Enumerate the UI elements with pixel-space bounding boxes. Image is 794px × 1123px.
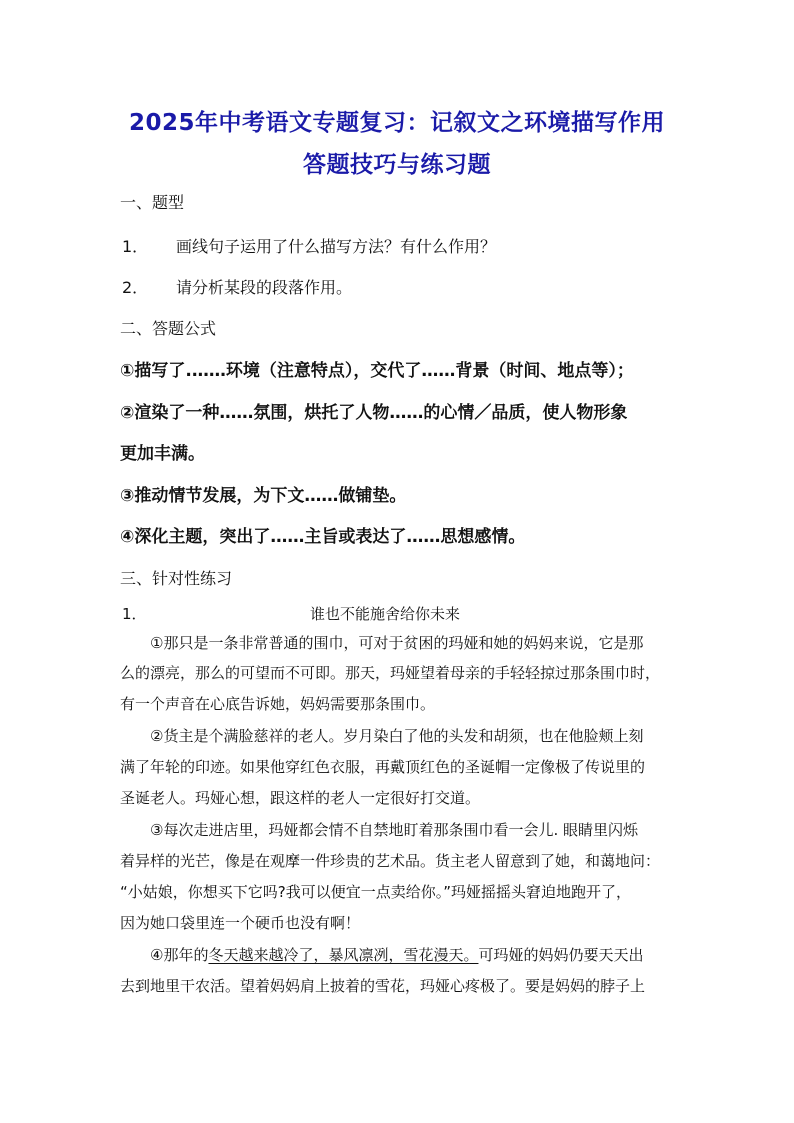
passage-line: 因为她口袋里连一个硬币也没有啊！ [120,914,361,932]
question-number: 2． [122,278,149,297]
question-text: 画线句子运用了什么描写方法？有什么作用？ [176,237,497,256]
passage-line: ①那只是一条非常普通的围巾，可对于贫困的玛娅和她的妈妈来说，它是那 [150,634,644,652]
passage-line: ②货主是个满脸慈祥的老人。岁月染白了他的头发和胡须，也在他脸颊上刻 [150,727,644,745]
passage-line: 有一个声音在心底告诉她，妈妈需要那条围巾。 [120,695,436,713]
practice-number: 1． [122,605,147,623]
passage-title: 谁也不能施舍给你未来 [310,605,461,623]
passage-text: 可玛娅的妈妈仍要天天出 [478,946,644,964]
passage-text: ④那年的 [150,946,209,964]
passage-line: 满了年轮的印迹。如果他穿红色衣服，再戴顶红色的圣诞帽一定像极了传说里的 [120,758,646,776]
section-heading-answer-formula: 二、答题公式 [120,319,217,338]
section-heading-practice: 三、针对性练习 [120,569,233,588]
underlined-sentence: 冬天越来越冷了，暴风凛冽，雪花漫天。 [208,946,479,964]
formula-line: ③推动情节发展，为下文……做铺垫。 [120,486,407,506]
passage-line: ③每次走进店里，玛娅都会情不自禁地盯着那条围巾看一会儿. 眼睛里闪烁 [150,821,638,839]
question-text: 请分析某段的段落作用。 [176,278,353,297]
passage-line: 着异样的光芒，像是在观摩一件珍贵的艺术品。货主老人留意到了她，和蔼地问： [120,852,661,870]
formula-line: ①描写了.……环境（注意特点），交代了……背景（时间、地点等）； [120,361,634,381]
formula-line: ②渲染了一种……氛围，烘托了人物……的心情／品质，使人物形象 [120,403,628,423]
section-heading-question-types: 一、题型 [120,193,185,212]
passage-line: 么的漂亮，那么的可望而不可即。那天，玛娅望着母亲的手轻轻掠过那条围巾时， [120,664,661,682]
formula-line: 更加丰满。 [120,444,205,464]
document-title-line-1: 2025年中考语文专题复习：记叙文之环境描写作用 [128,110,665,136]
passage-line: “小姑娘，你想买下它吗?我可以便宜一点卖给你。”玛娅摇摇头窘迫地跑开了， [120,883,632,901]
passage-line: 去到地里干农活。望着妈妈肩上披着的雪花，玛娅心疼极了。要是妈妈的脖子上 [120,977,646,995]
passage-line: 圣诞老人。玛娅心想，跟这样的老人一定很好打交道。 [120,789,481,807]
passage-line [150,944,710,965]
document-title-line-2: 答题技巧与练习题 [303,152,491,178]
formula-line: ④深化主题，突出了……主旨或表达了……思想感情。 [120,527,526,547]
question-number: 1． [122,237,149,256]
